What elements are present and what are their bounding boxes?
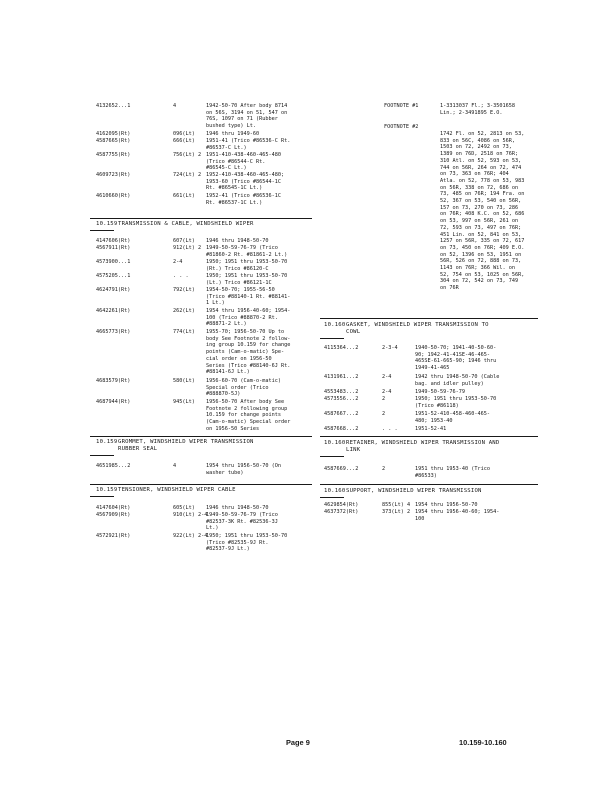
quantity: 855(Lt) 4 [382,502,411,508]
description: 1950; 1951 thru 1953-50-70 (Trico #82535-9J Rt. #82537-9J Lt.) [206,533,288,553]
description: 1950; 1951 thru 1953-50-70 (Trico #86118) [415,396,497,409]
part-number: 4683579(Rt) [96,378,131,384]
description: 1954-50-70; 1955-56-50 (Trico #88140-1 Rt. #88141- 1 Lt.) [206,287,291,307]
quantity: 922(Lt) 2-4 [173,533,208,539]
quantity: 912(Lt) 2 [173,245,202,251]
section-rule [320,318,538,319]
section-number: 10.159 [96,221,118,227]
quantity: 2 [382,396,386,402]
part-number: 4687944(Rt) [96,399,131,405]
footnote-label: FOOTNOTE #2 [384,124,419,130]
section-number: 10.160 [324,322,346,328]
part-number: 4587665(Rt) [96,138,131,144]
part-number: 4629854(Rt) [324,502,359,508]
section-rule-short [90,230,114,231]
description: 1949-50-59-76-79 (Trico #82537-3K Rt. #82536-3J Lt.) [206,512,278,532]
description: 1956-50-70 After body See Footnote 2 following group 10.159 for change points (Cam-o-matic) Special order on 1956-50 Series [206,399,291,432]
section-rule-short [320,497,344,498]
quantity: 910(Lt) 2-4 [173,512,208,518]
group-range: 10.159-10.160 [459,738,507,747]
section-rule [320,484,538,485]
part-number: 4573556...2 [324,396,359,402]
description: 1951 thru 1953-40 (Trico #86533) [415,466,490,479]
description: 1955-70; 1956-50-70 Up to body See Footnote 2 follow- ing group 10.159 for change points (Cam-o-matic) Spe- cial order on 1956-50 Series (Trico #88140-6J Rt. #88141-6J Lt.) [206,329,291,376]
description: 1952-41 (Trico #86536-1C Rt. #86537-1C Lt.) [206,193,281,206]
section-title: SUPPORT, WINDSHIELD WIPER TRANSMISSION [346,488,482,494]
part-number: 4587667...2 [324,411,359,417]
part-number: 4132652...1 [96,103,131,109]
description: 1956-60-70 (Cam-o-matic) Special order (Trico #888870-5J) [206,378,281,398]
section-title: TENSIONER, WINDSHIELD WIPER CABLE [118,487,236,493]
part-number: 4587755(Rt) [96,152,131,158]
description: 1951-52-410-458-460-465- 480; 1953-40 [415,411,490,424]
description: 1951-41 (Trico #86536-C Rt. #86537-C Lt.) [206,138,291,151]
part-number: 4624791(Rt) [96,287,131,293]
quantity: 756(Lt) 2 [173,152,202,158]
part-number: 4147606(Rt) [96,238,131,244]
part-number: 4131961...2 [324,374,359,380]
footnote-text: 1-3313037 Fl.; 3-3501658 Lin.; 2-3491895 E.O. [440,103,515,116]
section-number: 10.159 [96,439,118,445]
description: 1940-50-70; 1941-40-50-60- 90; 1942-41-41SE-46-465- 465SE-61-665-90; 1946 thru 1949-41-465 [415,345,497,372]
part-number: 4572921(Rt) [96,533,131,539]
section-title: GROMMET, WINDSHIELD WIPER TRANSMISSION RUBBER SEAL [118,439,254,452]
quantity: 096(Lt) [173,131,195,137]
part-number: 4610660(Rt) [96,193,131,199]
description: 1946 thru 1948-50-70 [206,505,269,511]
footnote-text: 1742 Fl. on 52, 2813 on 53, 833 on 56C, 4086 on 56R, 1503 on 72, 2492 on 73, 1389 on 76D, 2518 on 76R; 310 Atl. on 52, 593 on 53, 744 on 56R, 264 on 72, 474 on 73, 363 on 76R; 404 Atla. on 52, 778 on 53, 983 on 56R, 338 on 72, 686 on 73, 485 on 76R; 194 Fra. on 52, 367 on 53, 540 on 56R, 157 on 73, 270 on 73, 286 on 76R; 408 K.C. on 52, 686 on 53, 997 on 56R, 261 on 72, 593 on 73, 497 on 76R; 451 Lin. on 52, 841 on 53, 1257 on 56R, 335 on 72, 617 on 73, 450 on 76R; 409 E.O. on 52, 1396 on 53, 1951 on 56R, 526 on 72, 888 on 73, 1143 on 76R; 366 Wil. on 52, 754 on 53, 1025 on 56R, 304 on 72, 542 on 73, 749 on 76R [440,131,525,292]
section-rule-short [320,456,344,457]
description: 1951-410-438-460-465-480 (Trico #86544-C Rt. #86545-C Lt.) [206,152,281,172]
description: 1946 thru 1948-50-70 [206,238,269,244]
part-number: 4567911(Rt) [96,245,131,251]
page-number: Page 9 [286,738,310,747]
part-number: 4147604(Rt) [96,505,131,511]
description: 1952-410-438-460-465-480; 1953-60 (Trico #86544-1C Rt. #86545-1C Lt.) [206,172,285,192]
description: 1954 thru 1956-50-70 [415,502,478,508]
part-number: 4651985...2 [96,463,131,469]
description: 1946 thru 1949-60 [206,131,260,137]
quantity: 4 [173,463,177,469]
quantity: 2-3-4 [382,345,398,351]
quantity: 580(Lt) [173,378,195,384]
part-number: 4609723(Rt) [96,172,131,178]
part-number: 4573900...1 [96,259,131,265]
description: 1954 thru 1956-40-60; 1954- 100 [415,509,500,522]
quantity: 792(Lt) [173,287,195,293]
description: 1949-50-59-76-79 (Trico #81860-2 Rt. #81861-2 Lt.) [206,245,288,258]
quantity: 2-4 [173,259,183,265]
quantity: 666(Lt) [173,138,195,144]
section-rule [320,436,538,437]
quantity: 373(Lt) 2 [382,509,411,515]
section-title: TRANSMISSION & CABLE, WINDSHIELD WIPER [118,221,254,227]
section-number: 10.160 [324,440,346,446]
part-number: 4642261(Rt) [96,308,131,314]
description: 1950; 1951 thru 1953-50-70 (Lt.) Trico #86121-1C [206,273,288,286]
quantity: 661(Lt) [173,193,195,199]
part-number: 4637372(Rt) [324,509,359,515]
section-rule [90,436,312,437]
part-number: 4587668...2 [324,426,359,432]
part-number: 4553483...2 [324,389,359,395]
quantity: 607(Lt) [173,238,195,244]
section-rule [90,218,312,219]
section-number: 10.159 [96,487,118,493]
quantity: 4 [173,103,177,109]
quantity: 2-4 [382,374,392,380]
part-number: 4567909(Rt) [96,512,131,518]
part-number: 4115364...2 [324,345,359,351]
quantity: . . . [173,273,189,279]
quantity: . . . [382,426,398,432]
quantity: 945(Lt) [173,399,195,405]
section-rule-short [320,338,344,339]
description: 1954 thru 1956-40-60; 1954- 100 (Trico #88870-2 Rt. #88871-2 Lt.) [206,308,291,328]
part-number: 4575205...1 [96,273,131,279]
section-rule-short [90,496,114,497]
section-title: RETAINER, WINDSHIELD WIPER TRANSMISSION AND LINK [346,440,500,453]
part-number: 4665773(Rt) [96,329,131,335]
quantity: 2-4 [382,389,392,395]
quantity: 2 [382,466,386,472]
description: 1950; 1951 thru 1953-50-70 (Rt.) Trico #86120-C [206,259,288,272]
quantity: 774(Lt) [173,329,195,335]
description: 1954 thru 1956-50-70 (On washer tube) [206,463,281,476]
description: 1949-50-59-76-79 [415,389,465,395]
part-number: 4162095(Rt) [96,131,131,137]
footnote-label: FOOTNOTE #1 [384,103,419,109]
section-rule-short [90,455,114,456]
description: 1942-50-70 After body 8714 on 56S, 3194 on 51, 547 on 76S, 1097 on 71 (Rubber bushed type) Lt. [206,103,288,130]
quantity: 262(Lt) [173,308,195,314]
part-number: 4587669...2 [324,466,359,472]
description: 1951-52-41 [415,426,447,432]
section-rule [90,484,312,485]
section-title: GASKET, WINDSHIELD WIPER TRANSMISSION TO COWL [346,322,489,335]
quantity: 605(Lt) [173,505,195,511]
quantity: 2 [382,411,386,417]
quantity: 724(Lt) 2 [173,172,202,178]
section-number: 10.160 [324,488,346,494]
description: 1942 thru 1948-50-70 (Cable bag. and idler pulley) [415,374,500,387]
